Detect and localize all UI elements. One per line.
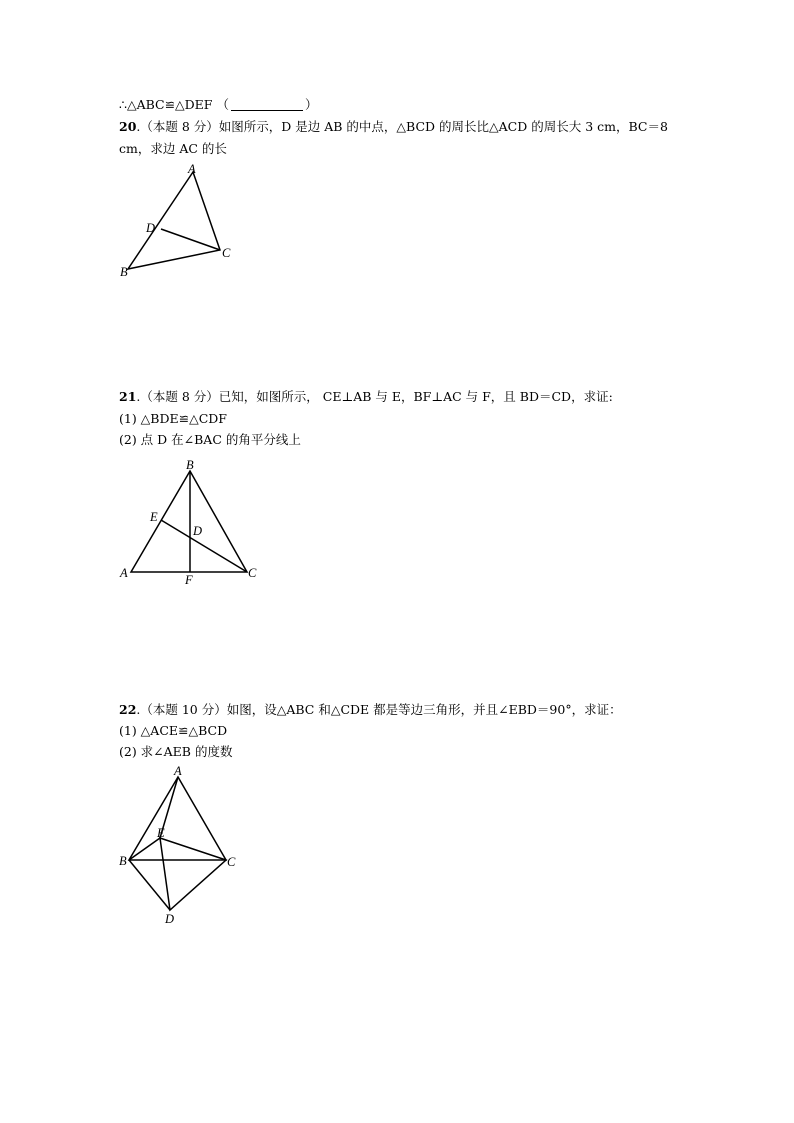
q22-label-c: C — [227, 855, 236, 869]
q20-number: 20 — [119, 119, 137, 134]
q21-text: .（本题 8 分）已知，如图所示， CE⊥AB 与 E，BF⊥AC 与 F，且 BD＝CD，求证: — [136, 389, 613, 404]
q20-line2 — [119, 141, 227, 157]
q20-label-b: B — [120, 265, 128, 279]
q22-label-e: E — [157, 826, 165, 840]
q22-triangle-abc — [129, 777, 226, 860]
q20-segment-dc — [161, 229, 220, 250]
q21-label-a: A — [120, 566, 128, 580]
q21-label-b: B — [186, 458, 194, 472]
q20-text-line2: cm，求边 AC 的长 — [119, 141, 227, 156]
q22-text: .（本题 10 分）如图，设△ABC 和△CDE 都是等边三角形，并且∠EBD＝90°，求证： — [136, 702, 622, 717]
q21-line1 — [119, 389, 613, 405]
q20-label-a: A — [188, 162, 196, 176]
q21-triangle-abc — [131, 471, 247, 572]
q22-label-b: B — [119, 854, 127, 868]
q21-figure — [115, 455, 265, 590]
q22-figure — [112, 760, 262, 930]
q20-label-d: D — [146, 221, 156, 235]
q21-number: 21 — [119, 389, 137, 404]
q21-label-f: F — [185, 573, 193, 587]
q22-part1: (1) △ACE≌△BCD — [119, 723, 228, 738]
q21-label-c: C — [248, 566, 257, 580]
q20-text-line1: .（本题 8 分）如图所示，D 是边 AB 的中点，△BCD 的周长比△ACD 的周长大 3 cm，BC＝8 — [136, 119, 668, 134]
q22-label-d: D — [165, 912, 175, 926]
q21-label-d: D — [193, 524, 203, 538]
q21-label-e: E — [150, 510, 158, 524]
q22-segment-be — [129, 838, 160, 860]
q22-triangle-cde — [160, 838, 226, 910]
q21-segment-ce — [161, 520, 247, 572]
conclusion-text: ∴△ABC≌△DEF （ — [119, 97, 229, 112]
q20-triangle-abc — [128, 172, 220, 269]
conclusion-line — [119, 97, 317, 113]
q21-part2: (2) 点 D 在∠BAC 的角平分线上 — [119, 432, 301, 447]
q20-label-c: C — [222, 246, 231, 260]
conclusion-close: ） — [304, 97, 318, 112]
q22-part2: (2) 求∠AEB 的度数 — [119, 744, 233, 759]
q22-line1 — [119, 702, 622, 718]
q20-line1 — [119, 119, 668, 135]
answer-blank[interactable] — [231, 98, 303, 111]
q22-number: 22 — [119, 702, 137, 717]
q22-label-a: A — [174, 764, 182, 778]
q20-figure — [110, 158, 260, 283]
q21-part1: (1) △BDE≌△CDF — [119, 411, 227, 426]
